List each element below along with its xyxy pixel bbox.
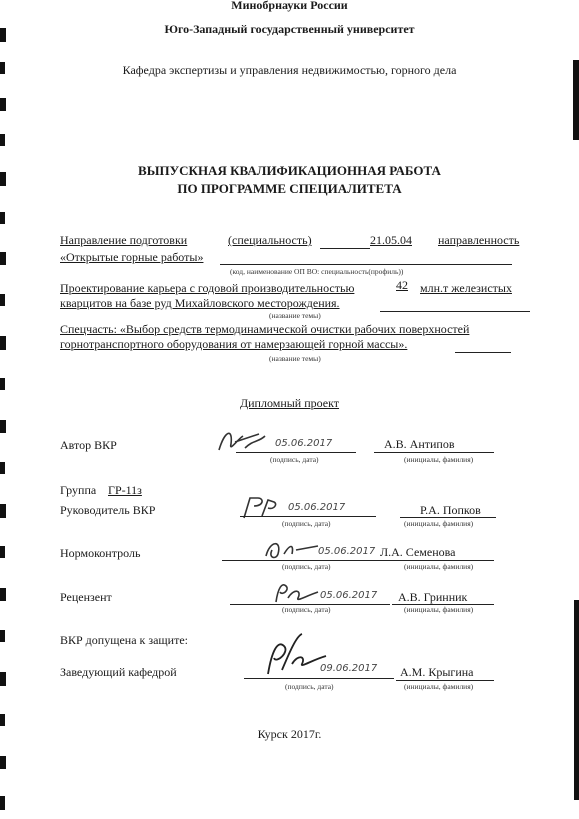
author-signature-icon (215, 422, 275, 456)
normcontrol-name-caption: (инициалы, фамилия) (404, 562, 474, 571)
project-type: Дипломный проект (239, 396, 340, 410)
ministry-name: Минобрнауки России (231, 0, 348, 12)
reviewer-label: Рецензент (60, 590, 112, 604)
special-part-line-2: горнотранспортного оборудования от намерзающей горной массы». (60, 337, 408, 351)
topic-line-1-prefix: Проектирование карьера с годовой производительностью (60, 281, 355, 295)
normcontrol-name: Л.А. Семенова (380, 545, 456, 559)
direction-suffix: направленность (438, 233, 520, 247)
city-year: Курск 2017г. (257, 727, 322, 741)
normcontrol-sign-caption: (подпись, дата) (282, 562, 331, 571)
head-name: А.М. Крыгина (400, 665, 474, 679)
topic-capacity-value: 42 (396, 278, 408, 292)
supervisor-label: Руководитель ВКР (60, 503, 156, 517)
direction-label: Направление подготовки (60, 233, 188, 247)
department-name: Кафедра экспертизы и управления недвижимостью, горного дела (122, 63, 457, 77)
topic-line-1-suffix: млн.т железистых (420, 281, 512, 295)
topic-caption: (название темы) (269, 311, 321, 320)
direction-label-2: (специальность) (228, 233, 312, 247)
direction-focus: «Открытые горные работы» (60, 250, 204, 264)
head-date: 09.06.2017 (320, 663, 378, 674)
normcontrol-label: Нормоконтроль (60, 546, 141, 560)
reviewer-date: 05.06.2017 (320, 590, 378, 601)
supervisor-name-caption: (инициалы, фамилия) (404, 519, 474, 528)
head-label: Заведующий кафедрой (60, 665, 177, 679)
reviewer-name: А.В. Гринник (398, 590, 468, 604)
head-name-caption: (инициалы, фамилия) (404, 682, 474, 691)
author-name-caption: (инициалы, фамилия) (404, 455, 474, 464)
supervisor-name: Р.А. Попков (420, 503, 481, 517)
topic-line-2: кварцитов на базе руд Михайловского месторождения. (60, 296, 340, 310)
direction-code: 21.05.04 (370, 233, 412, 247)
author-label: Автор ВКР (60, 438, 117, 452)
university-name: Юго-Западный государственный университет (164, 22, 415, 36)
group-label: Группа (60, 483, 97, 497)
head-sign-caption: (подпись, дата) (285, 682, 334, 691)
reviewer-sign-caption: (подпись, дата) (282, 605, 331, 614)
normcontrol-date: 05.06.2017 (318, 546, 376, 557)
group-value: ГР-11з (108, 483, 142, 497)
author-date: 05.06.2017 (275, 438, 333, 449)
special-part-caption: (название темы) (269, 354, 321, 363)
author-sign-caption: (подпись, дата) (270, 455, 319, 464)
author-name: А.В. Антипов (384, 437, 455, 451)
document-subtitle: ПО ПРОГРАММЕ СПЕЦИАЛИТЕТА (177, 181, 402, 196)
supervisor-signature-icon (240, 494, 280, 522)
special-part-line-1: Спецчасть: «Выбор средств термодинамической очистки рабочих поверхностей (60, 322, 470, 336)
supervisor-sign-caption: (подпись, дата) (282, 519, 331, 528)
supervisor-date: 05.06.2017 (288, 502, 346, 513)
direction-caption: (код, наименование ОП ВО: специальность(профиль)) (230, 267, 404, 276)
document-title: ВЫПУСКНАЯ КВАЛИФИКАЦИОННАЯ РАБОТА (138, 163, 441, 178)
admitted-to-defense: ВКР допущена к защите: (60, 633, 188, 647)
reviewer-name-caption: (инициалы, фамилия) (404, 605, 474, 614)
